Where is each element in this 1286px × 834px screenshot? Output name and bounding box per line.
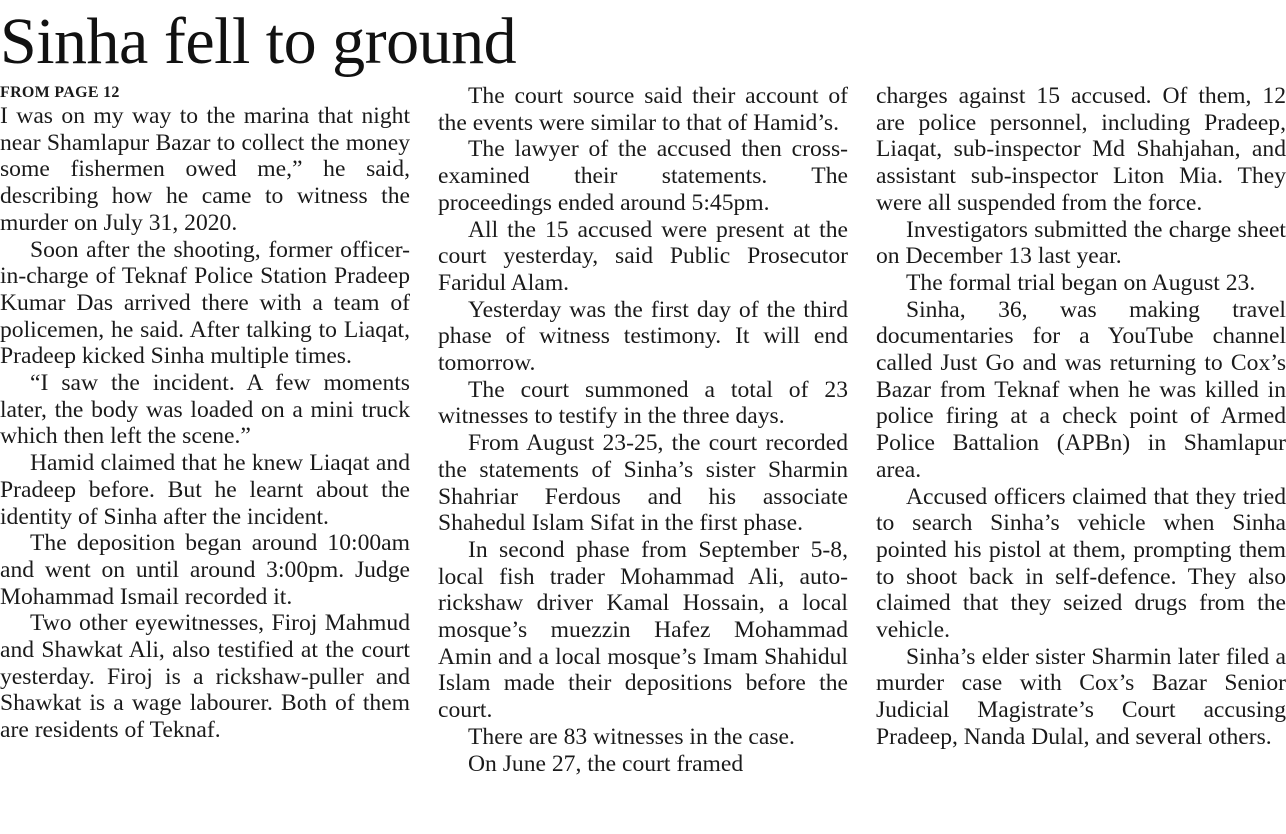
article-column-2 — [438, 83, 848, 777]
paragraph: The lawyer of the accused then cross-examined their statements. The proceedings ended around 5:45pm. — [438, 136, 848, 216]
paragraph: I was on my way to the marina that night near Shamlapur Bazar to collect the money some fishermen owed me,” he said, describing how he came to witness the murder on July 31, 2020. — [0, 103, 410, 236]
paragraph: From August 23-25, the court recorded the statements of Sinha’s sister Sharmin Shahriar Ferdous and his associate Shahedul Islam Sifat in the first phase. — [438, 430, 848, 537]
paragraph: There are 83 witnesses in the case. — [468, 723, 795, 750]
paragraph: Investigators submitted the charge sheet on December 13 last year. — [876, 216, 1286, 270]
paragraph: charges against 15 accused. Of them, 12 are police personnel, including Pradeep, Liaqat, sub-inspector Md Shahjahan, and assistant sub-inspector Liton Mia. They were all suspended from the force. — [876, 83, 1286, 216]
paragraph: Sinha, 36, was making travel documentaries for a YouTube channel called Just Go and was returning to Cox’s Bazar from Teknaf when he was killed in police firing at a check point of Armed Police Battalion (APBn) in Shamlapur area. — [876, 296, 1286, 483]
jump-line: FROM PAGE 12 — [0, 84, 120, 101]
article-headline: Sinha fell to ground — [0, 5, 517, 78]
paragraph: Accused officers claimed that they tried to search Sinha’s vehicle when Sinha pointed his pistol at them, prompting them to shoot back in self-defence. They also claimed that they seized drugs from the vehicle. — [876, 483, 1286, 644]
paragraph: The court summoned a total of 23 witnesses to testify in the three days. — [438, 376, 848, 430]
paragraph: Yesterday was the first day of the third phase of witness testimony. It will end tomorrow. — [438, 296, 848, 377]
paragraph: Sinha’s elder sister Sharmin later filed a murder case with Cox’s Bazar Senior Judicial Magistrate’s Court accusing Pradeep, Nanda Dulal, and several others. — [876, 643, 1286, 750]
paragraph: In second phase from September 5-8, local fish trader Mohammad Ali, auto-rickshaw driver Kamal Hossain, a local mosque’s muezzin Hafez Mohammad Amin and a local mosque’s Imam Shahidul Islam made their depositions before the court. — [438, 536, 848, 724]
paragraph: The court source said their account of the events were similar to that of Hamid’s. — [438, 83, 848, 136]
paragraph: Two other eyewitnesses, Firoj Mahmud and Shawkat Ali, also testified at the court yesterday. Firoj is a rickshaw-puller and Shawkat is a wage labourer. Both of them are residents of Teknaf. — [0, 610, 410, 744]
paragraph: The deposition began around 10:00am and went on until around 3:00pm. Judge Mohammad Ismail recorded it. — [0, 530, 410, 610]
paragraph: “I saw the incident. A few moments later, the body was loaded on a mini truck which then left the scene.” — [0, 370, 410, 450]
paragraph: Soon after the shooting, former officer-in-charge of Teknaf Police Station Pradeep Kumar Das arrived there with a team of policemen, he said. After talking to Liaqat, Pradeep kicked Sinha multiple times. — [0, 236, 410, 370]
article-column-3 — [876, 83, 1286, 751]
paragraph: All the 15 accused were present at the court yesterday, said Public Prosecutor Faridul Alam. — [438, 216, 848, 296]
paragraph: The formal trial began on August 23. — [906, 269, 1256, 296]
paragraph: On June 27, the court framed — [468, 750, 744, 777]
paragraph: Hamid claimed that he knew Liaqat and Pradeep before. But he learnt about the identity of Sinha after the incident. — [0, 450, 410, 530]
article-column-1 — [0, 83, 410, 744]
